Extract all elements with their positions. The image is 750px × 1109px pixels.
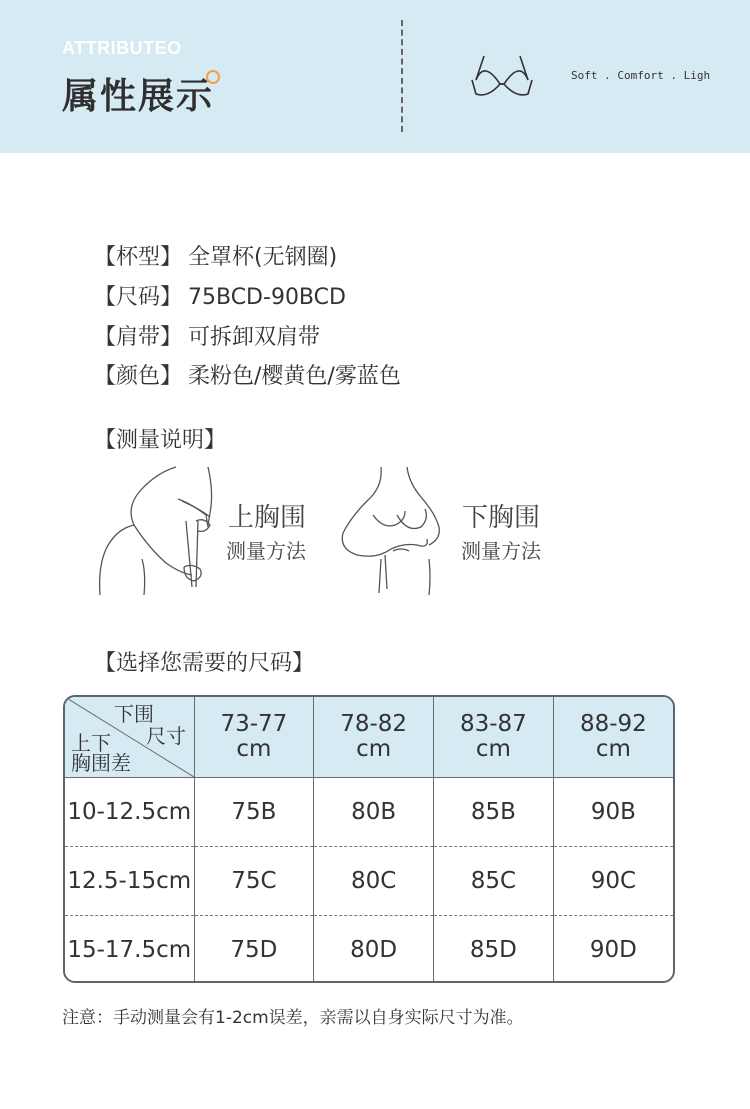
table-cell: 85D [434, 916, 554, 984]
column-header [434, 697, 554, 778]
upper-bust-illustration [96, 463, 216, 598]
column-unit: cm [356, 736, 392, 762]
attr-color [94, 359, 401, 390]
column-header [553, 697, 673, 778]
column-range: 73-77 [220, 711, 288, 737]
attr-value: 可拆卸双肩带 [188, 325, 321, 350]
attr-strap [94, 320, 320, 351]
row-label: 10-12.5cm [67, 799, 192, 825]
column-unit: cm [475, 736, 511, 762]
brand-english: ATTRIBUTEO [62, 38, 182, 58]
brand-title: 属性展示 [62, 76, 215, 117]
header-divider [401, 20, 403, 132]
table-cell: 75D [194, 916, 314, 984]
attr-size [94, 280, 346, 311]
column-unit: cm [595, 736, 631, 762]
upper-bust-method: 测量方法 [226, 539, 306, 563]
accent-dot-icon [206, 70, 220, 84]
table-cell: 80C [314, 847, 434, 916]
table-row [65, 847, 673, 916]
column-range: 78-82 [340, 711, 408, 737]
table-row [65, 916, 673, 984]
attr-key: 【肩带】 [94, 325, 183, 350]
footnote: 注意：手动测量会有1-2cm误差，亲需以自身实际尺寸为准。 [62, 1008, 524, 1028]
table-cell: 90D [553, 916, 673, 984]
lower-bust-method: 测量方法 [461, 539, 541, 563]
attr-key: 【颜色】 [94, 364, 183, 389]
bra-icon [470, 54, 534, 100]
table-cell: 85C [434, 847, 554, 916]
header-banner [0, 0, 750, 153]
column-header [194, 697, 314, 778]
attr-value: 全罩杯(无钢圈) [188, 245, 338, 270]
table-header-row [65, 697, 673, 778]
table-corner-cell [65, 697, 194, 778]
attr-cup-type [94, 240, 337, 271]
table-row [65, 778, 673, 847]
table-cell: 75C [194, 847, 314, 916]
table-cell: 80D [314, 916, 434, 984]
table-cell: 90C [553, 847, 673, 916]
table-cell: 80B [314, 778, 434, 847]
lower-bust-label: 下胸围 [462, 503, 541, 533]
row-label: 15-17.5cm [65, 916, 194, 984]
table-cell: 75B [194, 778, 314, 847]
column-unit: cm [236, 736, 272, 762]
row-label: 12.5-15cm [65, 847, 194, 916]
table-cell: 90B [553, 778, 673, 847]
corner-left-top-label: 上下 [71, 731, 111, 755]
lower-bust-illustration [333, 463, 449, 598]
corner-right-label: 尺寸 [146, 724, 186, 748]
upper-bust-label: 上胸围 [228, 503, 307, 533]
size-chart-title: 【选择您需要的尺码】 [94, 651, 315, 676]
column-header [314, 697, 434, 778]
size-chart-table [63, 695, 675, 983]
table-cell: 85B [434, 778, 554, 847]
attr-key: 【杯型】 [94, 245, 183, 270]
attr-value: 柔粉色/樱黄色/雾蓝色 [188, 364, 401, 389]
attr-value: 75BCD-90BCD [188, 285, 346, 310]
measure-title: 【测量说明】 [94, 428, 227, 453]
column-range: 83-87 [459, 711, 527, 737]
corner-left-bottom-label: 胸围差 [71, 751, 131, 775]
tagline: Soft . Comfort . Ligh [571, 69, 711, 82]
column-range: 88-92 [579, 711, 647, 737]
corner-top-label: 下围 [114, 702, 154, 726]
attr-key: 【尺码】 [94, 285, 183, 310]
